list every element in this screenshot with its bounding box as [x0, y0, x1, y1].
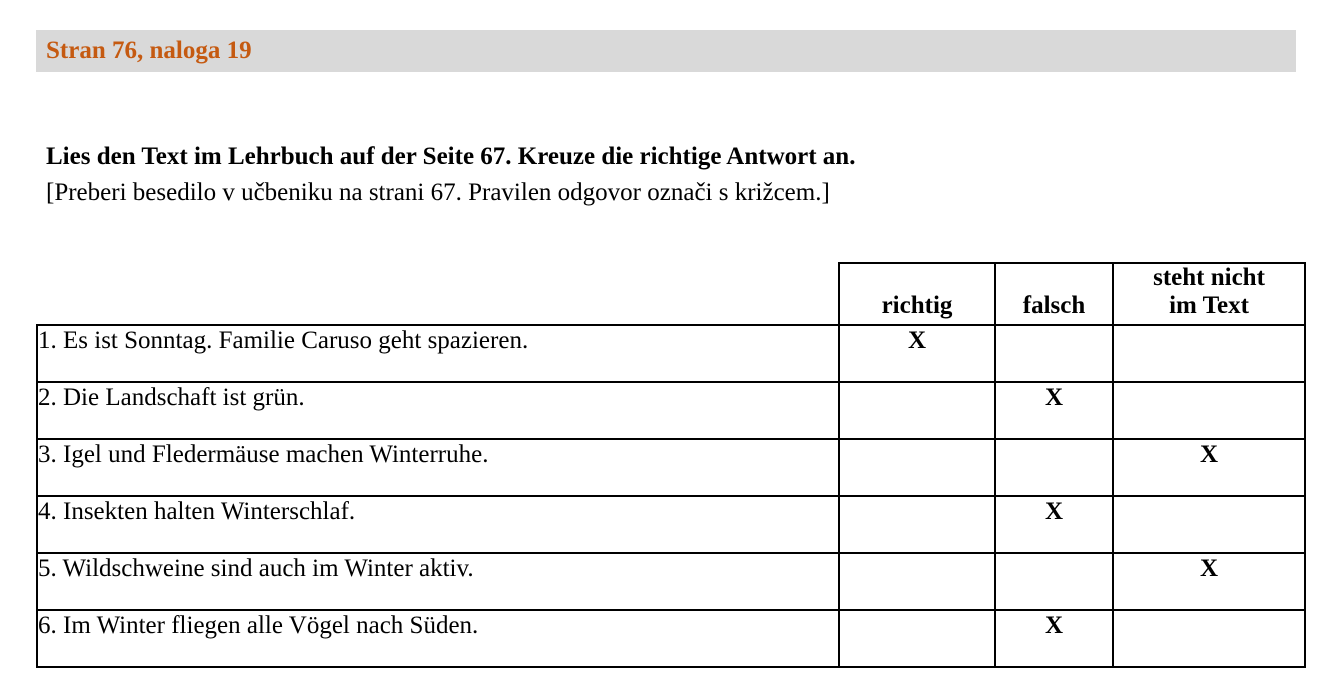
header-falsch: falsch — [995, 263, 1113, 325]
not-in-text-cell[interactable] — [1113, 496, 1305, 553]
table-row — [37, 610, 1305, 667]
section-title: Stran 76, naloga 19 — [46, 37, 252, 64]
header-not-in-text-line1: steht nicht — [1153, 264, 1265, 291]
not-in-text-cell[interactable]: X — [1113, 553, 1305, 610]
task-instruction-translation: [Preberi besedilo v učbeniku na strani 67. Pravilen odgovor označi s križcem.] — [46, 179, 830, 206]
header-not-in-text — [1113, 263, 1305, 325]
table-row — [37, 382, 1305, 439]
not-in-text-cell[interactable] — [1113, 610, 1305, 667]
not-in-text-cell[interactable] — [1113, 325, 1305, 382]
table-row — [37, 496, 1305, 553]
richtig-cell[interactable] — [839, 496, 995, 553]
richtig-cell[interactable] — [839, 610, 995, 667]
statement-cell: 6. Im Winter fliegen alle Vögel nach Süden. — [37, 610, 839, 667]
richtig-cell[interactable] — [839, 382, 995, 439]
header-blank-cell — [37, 263, 839, 325]
statement-cell: 2. Die Landschaft ist grün. — [37, 382, 839, 439]
header-not-in-text-line2: im Text — [1169, 292, 1249, 319]
table-row — [37, 553, 1305, 610]
statement-cell: 3. Igel und Fledermäuse machen Winterruhe. — [37, 439, 839, 496]
answer-table — [36, 262, 1306, 668]
falsch-cell[interactable] — [995, 325, 1113, 382]
richtig-cell[interactable] — [839, 553, 995, 610]
statement-cell: 1. Es ist Sonntag. Familie Caruso geht spazieren. — [37, 325, 839, 382]
statement-cell: 4. Insekten halten Winterschlaf. — [37, 496, 839, 553]
statement-cell: 5. Wildschweine sind auch im Winter aktiv. — [37, 553, 839, 610]
falsch-cell[interactable]: X — [995, 610, 1113, 667]
answer-table-header-row — [37, 263, 1305, 325]
table-row — [37, 325, 1305, 382]
not-in-text-cell[interactable]: X — [1113, 439, 1305, 496]
falsch-cell[interactable]: X — [995, 382, 1113, 439]
task-instruction: Lies den Text im Lehrbuch auf der Seite 67. Kreuze die richtige Antwort an. — [46, 143, 856, 170]
header-richtig: richtig — [839, 263, 995, 325]
section-header-bar — [36, 30, 1296, 72]
richtig-cell[interactable] — [839, 439, 995, 496]
table-row — [37, 439, 1305, 496]
falsch-cell[interactable]: X — [995, 496, 1113, 553]
richtig-cell[interactable]: X — [839, 325, 995, 382]
falsch-cell[interactable] — [995, 439, 1113, 496]
falsch-cell[interactable] — [995, 553, 1113, 610]
not-in-text-cell[interactable] — [1113, 382, 1305, 439]
